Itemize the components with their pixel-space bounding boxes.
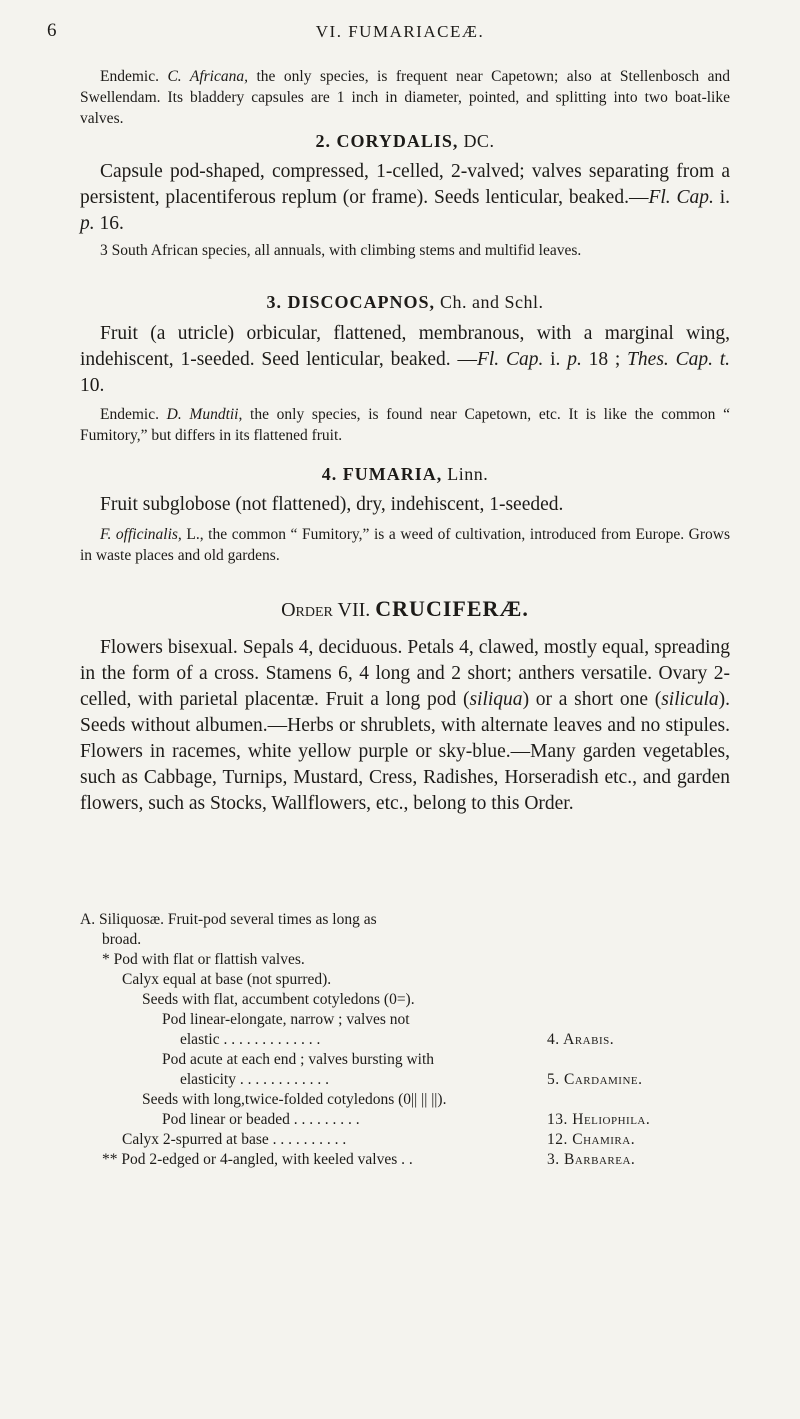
corydalis-name: CORYDALIS,	[336, 131, 459, 151]
key-row	[80, 1150, 730, 1170]
key-row-text: Pod acute at each end ; valves bursting with	[162, 1051, 435, 1068]
discocapnos-ref-c: p.	[567, 349, 582, 370]
page-number: 6	[47, 20, 57, 41]
fumaria-description: Fruit subglobose (not flattened), dry, indehiscent, 1-seeded.	[100, 494, 564, 515]
intro-species: C. Africana,	[167, 68, 248, 85]
key-row-result: 5. Cardamine.	[547, 1071, 643, 1088]
key-row-text: elasticity . . . . . . . . . . . .	[180, 1071, 329, 1088]
key-row-text: Pod linear or beaded . . . . . . . . .	[162, 1111, 360, 1128]
key-row-text: elastic . . . . . . . . . . . . .	[180, 1031, 321, 1048]
intro-rest: the only species, is frequent near Capetown; also at Stellenbosch and Swellendam. Its bladdery capsules are 1 inch in diameter, pointed, and splitting into two boat-like valves.	[80, 68, 730, 127]
key-row	[80, 1030, 730, 1050]
order-desc-1: Flowers bisexual. Sepals 4, deciduous. Petals 4, clawed, mostly equal, spreading in the form of a cross. Stamens 6, 4 long and 2 short; anthers versatile. Ovary 2-celled, with parietal placentæ. Fruit a long pod (	[80, 637, 730, 710]
key-row-text: Calyx equal at base (not spurred).	[122, 971, 332, 988]
discocapnos-ref-b: i.	[543, 349, 568, 370]
key-row-text: Seeds with flat, accumbent cotyledons (0=).	[142, 991, 415, 1008]
running-head: VI. FUMARIACEÆ.	[315, 22, 485, 41]
discocapnos-author: Ch. and Schl.	[435, 292, 544, 312]
genus-key	[80, 910, 730, 1170]
key-row-result: 3. Barbarea.	[547, 1151, 636, 1168]
discocapnos-ref-f: 10.	[80, 375, 105, 396]
corydalis-ref-page: 16.	[94, 213, 124, 234]
key-row-text: A. Siliquosæ. Fruit-pod several times as long as	[80, 911, 377, 928]
fumaria-author: Linn.	[442, 464, 489, 484]
key-row	[80, 1090, 730, 1110]
key-row-result: 13. Heliophila.	[547, 1111, 651, 1128]
key-row-text: broad.	[102, 931, 142, 948]
corydalis-ref-vol: i.	[713, 187, 731, 208]
corydalis-number: 2.	[315, 131, 337, 151]
order-desc-3: ). Seeds without albumen.—Herbs or shrublets, with alternate leaves and no stipules. Flowers in racemes, white yellow purple or sky-blue.—Many garden vegetables, such as Cabbage, Turnips, Mustard, Cress, Radishes, Horseradish etc., and garden flowers, such as Stocks, Wallflowers, etc., belong to this Order.	[80, 689, 730, 814]
corydalis-description	[80, 159, 730, 237]
discocapnos-name: DISCOCAPNOS,	[287, 292, 436, 312]
corydalis-note: 3 South African species, all annuals, with climbing stems and multifid leaves.	[100, 242, 582, 259]
fumaria-name: FUMARIA,	[342, 464, 443, 484]
key-row	[80, 1070, 730, 1090]
order-desc-2: ) or a short one (	[522, 689, 662, 710]
discocapnos-ref-a: Fl. Cap.	[476, 349, 544, 370]
fumaria-note	[80, 524, 730, 566]
order-heading	[80, 596, 730, 622]
order-siliqua: siliqua	[469, 689, 523, 710]
discocapnos-note	[80, 404, 730, 446]
discocapnos-number: 3.	[266, 292, 288, 312]
key-row	[80, 990, 730, 1010]
genus-heading-fumaria	[80, 464, 730, 485]
corydalis-ref: Fl. Cap.	[648, 187, 714, 208]
key-row	[80, 970, 730, 990]
key-row-result: 4. Arabis.	[547, 1031, 615, 1048]
intro-paragraph	[80, 66, 730, 129]
corydalis-author: DC.	[458, 131, 495, 151]
genus-heading-discocapnos	[80, 292, 730, 313]
key-row	[80, 1110, 730, 1130]
intro-lead: Endemic.	[100, 68, 168, 85]
order-name: CRUCIFERÆ.	[375, 596, 529, 621]
discocapnos-note-species: D. Mundtii,	[166, 406, 243, 423]
key-row-text: * Pod with flat or flattish valves.	[102, 951, 305, 968]
discocapnos-ref-d: 18 ;	[581, 349, 628, 370]
key-row	[80, 1010, 730, 1030]
key-row-text: ** Pod 2-edged or 4-angled, with keeled valves . .	[102, 1151, 413, 1168]
corydalis-ref-p: p.	[80, 213, 95, 234]
discocapnos-description	[80, 321, 730, 399]
genus-heading-corydalis	[80, 131, 730, 152]
key-row	[80, 910, 730, 930]
discocapnos-note-rest: the only species, is found near Capetown, etc. It is like the common “ Fumitory,” but differs in its flattened fruit.	[80, 406, 730, 444]
discocapnos-note-lead: Endemic.	[100, 406, 167, 423]
key-row	[80, 930, 730, 950]
order-silicula: silicula	[661, 689, 719, 710]
order-description	[80, 635, 730, 817]
fumaria-number: 4.	[321, 464, 343, 484]
fumaria-note-rest: L., the common “ Fumitory,” is a weed of cultivation, introduced from Europe. Grows in waste places and old gardens.	[80, 526, 730, 564]
fumaria-note-species: F. officinalis,	[100, 526, 182, 543]
order-label: Order VII.	[281, 599, 376, 621]
key-row-text: Calyx 2-spurred at base . . . . . . . . . .	[122, 1131, 347, 1148]
corydalis-desc-text: Capsule pod-shaped, compressed, 1-celled, 2-valved; valves separating from a persistent, placentiferous replum (or frame). Seeds lenticular, beaked.—	[80, 161, 730, 208]
key-row	[80, 1130, 730, 1150]
key-row-result: 12. Chamira.	[547, 1131, 636, 1148]
key-row	[80, 1050, 730, 1070]
key-row	[80, 950, 730, 970]
key-row-text: Pod linear-elongate, narrow ; valves not	[162, 1011, 410, 1028]
discocapnos-desc-text: Fruit (a utricle) orbicular, flattened, membranous, with a marginal wing, indehiscent, 1-seeded. Seed lenticular, beaked. —	[80, 323, 730, 370]
key-row-text: Seeds with long,twice-folded cotyledons (0|| || ||).	[142, 1091, 447, 1108]
discocapnos-ref-e: Thes. Cap. t.	[627, 349, 731, 370]
